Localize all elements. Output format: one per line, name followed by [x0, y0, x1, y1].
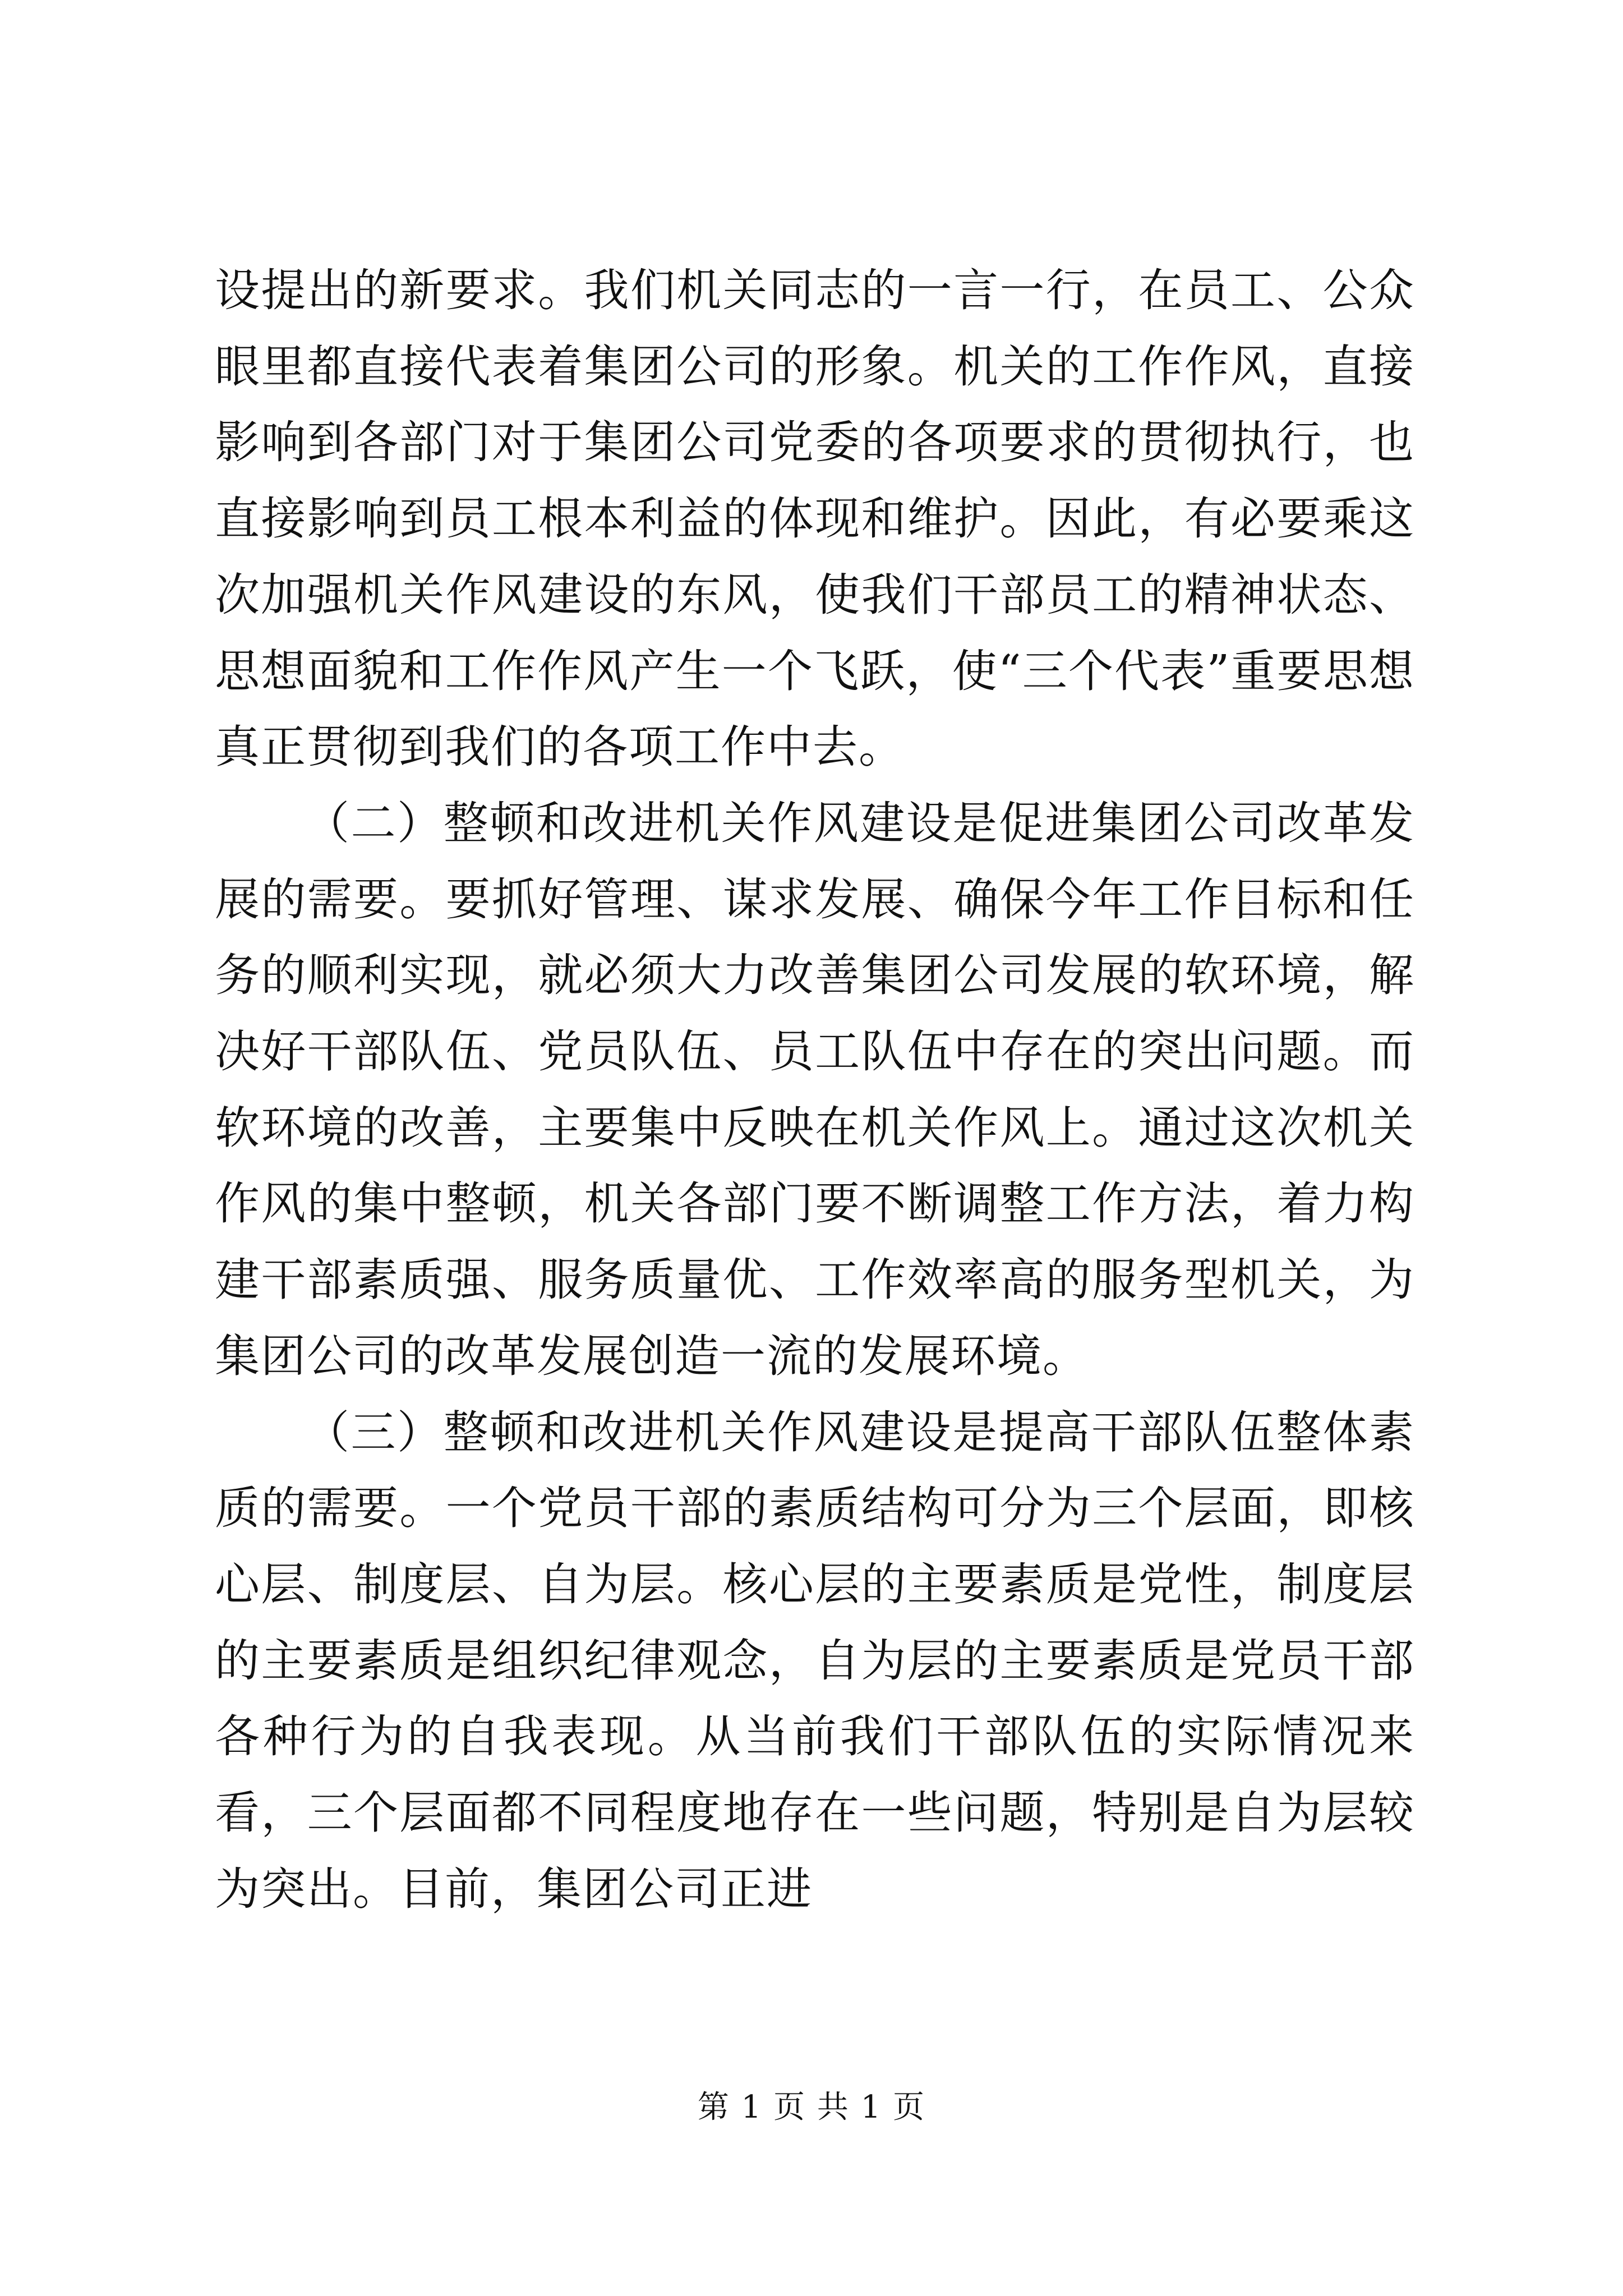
body-text	[215, 252, 1415, 1927]
paragraph-section-three: （三）整顿和改进机关作风建设是提高干部队伍整体素质的需要。一个党员干部的素质结构可分为三个层面，即核心层、制度层、自为层。核心层的主要素质是党性，制度层的主要素质是组织纪律观念，自为层的主要素质是党员干部各种行为的自我表现。从当前我们干部队伍的实际情况来看，三个层面都不同程度地存在一些问题，特别是自为层较为突出。目前，集团公司正进	[215, 1406, 1415, 1915]
paragraph-continuation: 设提出的新要求。我们机关同志的一言一行，在员工、公众眼里都直接代表着集团公司的形象。机关的工作作风，直接影响到各部门对于集团公司党委的各项要求的贯彻执行，也直接影响到员工根本利益的体现和维护。因此，有必要乘这次加强机关作风建设的东风，使我们干部员工的精神状态、思想面貌和工作作风产生一个飞跃，使“三个代表”重要思想真正贯彻到我们的各项工作中去。	[215, 264, 1415, 774]
paragraph-section-two: （二）整顿和改进机关作风建设是促进集团公司改革发展的需要。要抓好管理、谋求发展、确保今年工作目标和任务的顺利实现，就必须大力改善集团公司发展的软环境，解决好干部队伍、党员队伍、员工队伍中存在的突出问题。而软环境的改善，主要集中反映在机关作风上。通过这次机关作风的集中整顿，机关各部门要不断调整工作方法，着力构建干部素质强、服务质量优、工作效率高的服务型机关，为集团公司的改革发展创造一流的发展环境。	[215, 797, 1415, 1382]
page-footer: 第 1 页 共 1 页	[697, 2089, 926, 2125]
